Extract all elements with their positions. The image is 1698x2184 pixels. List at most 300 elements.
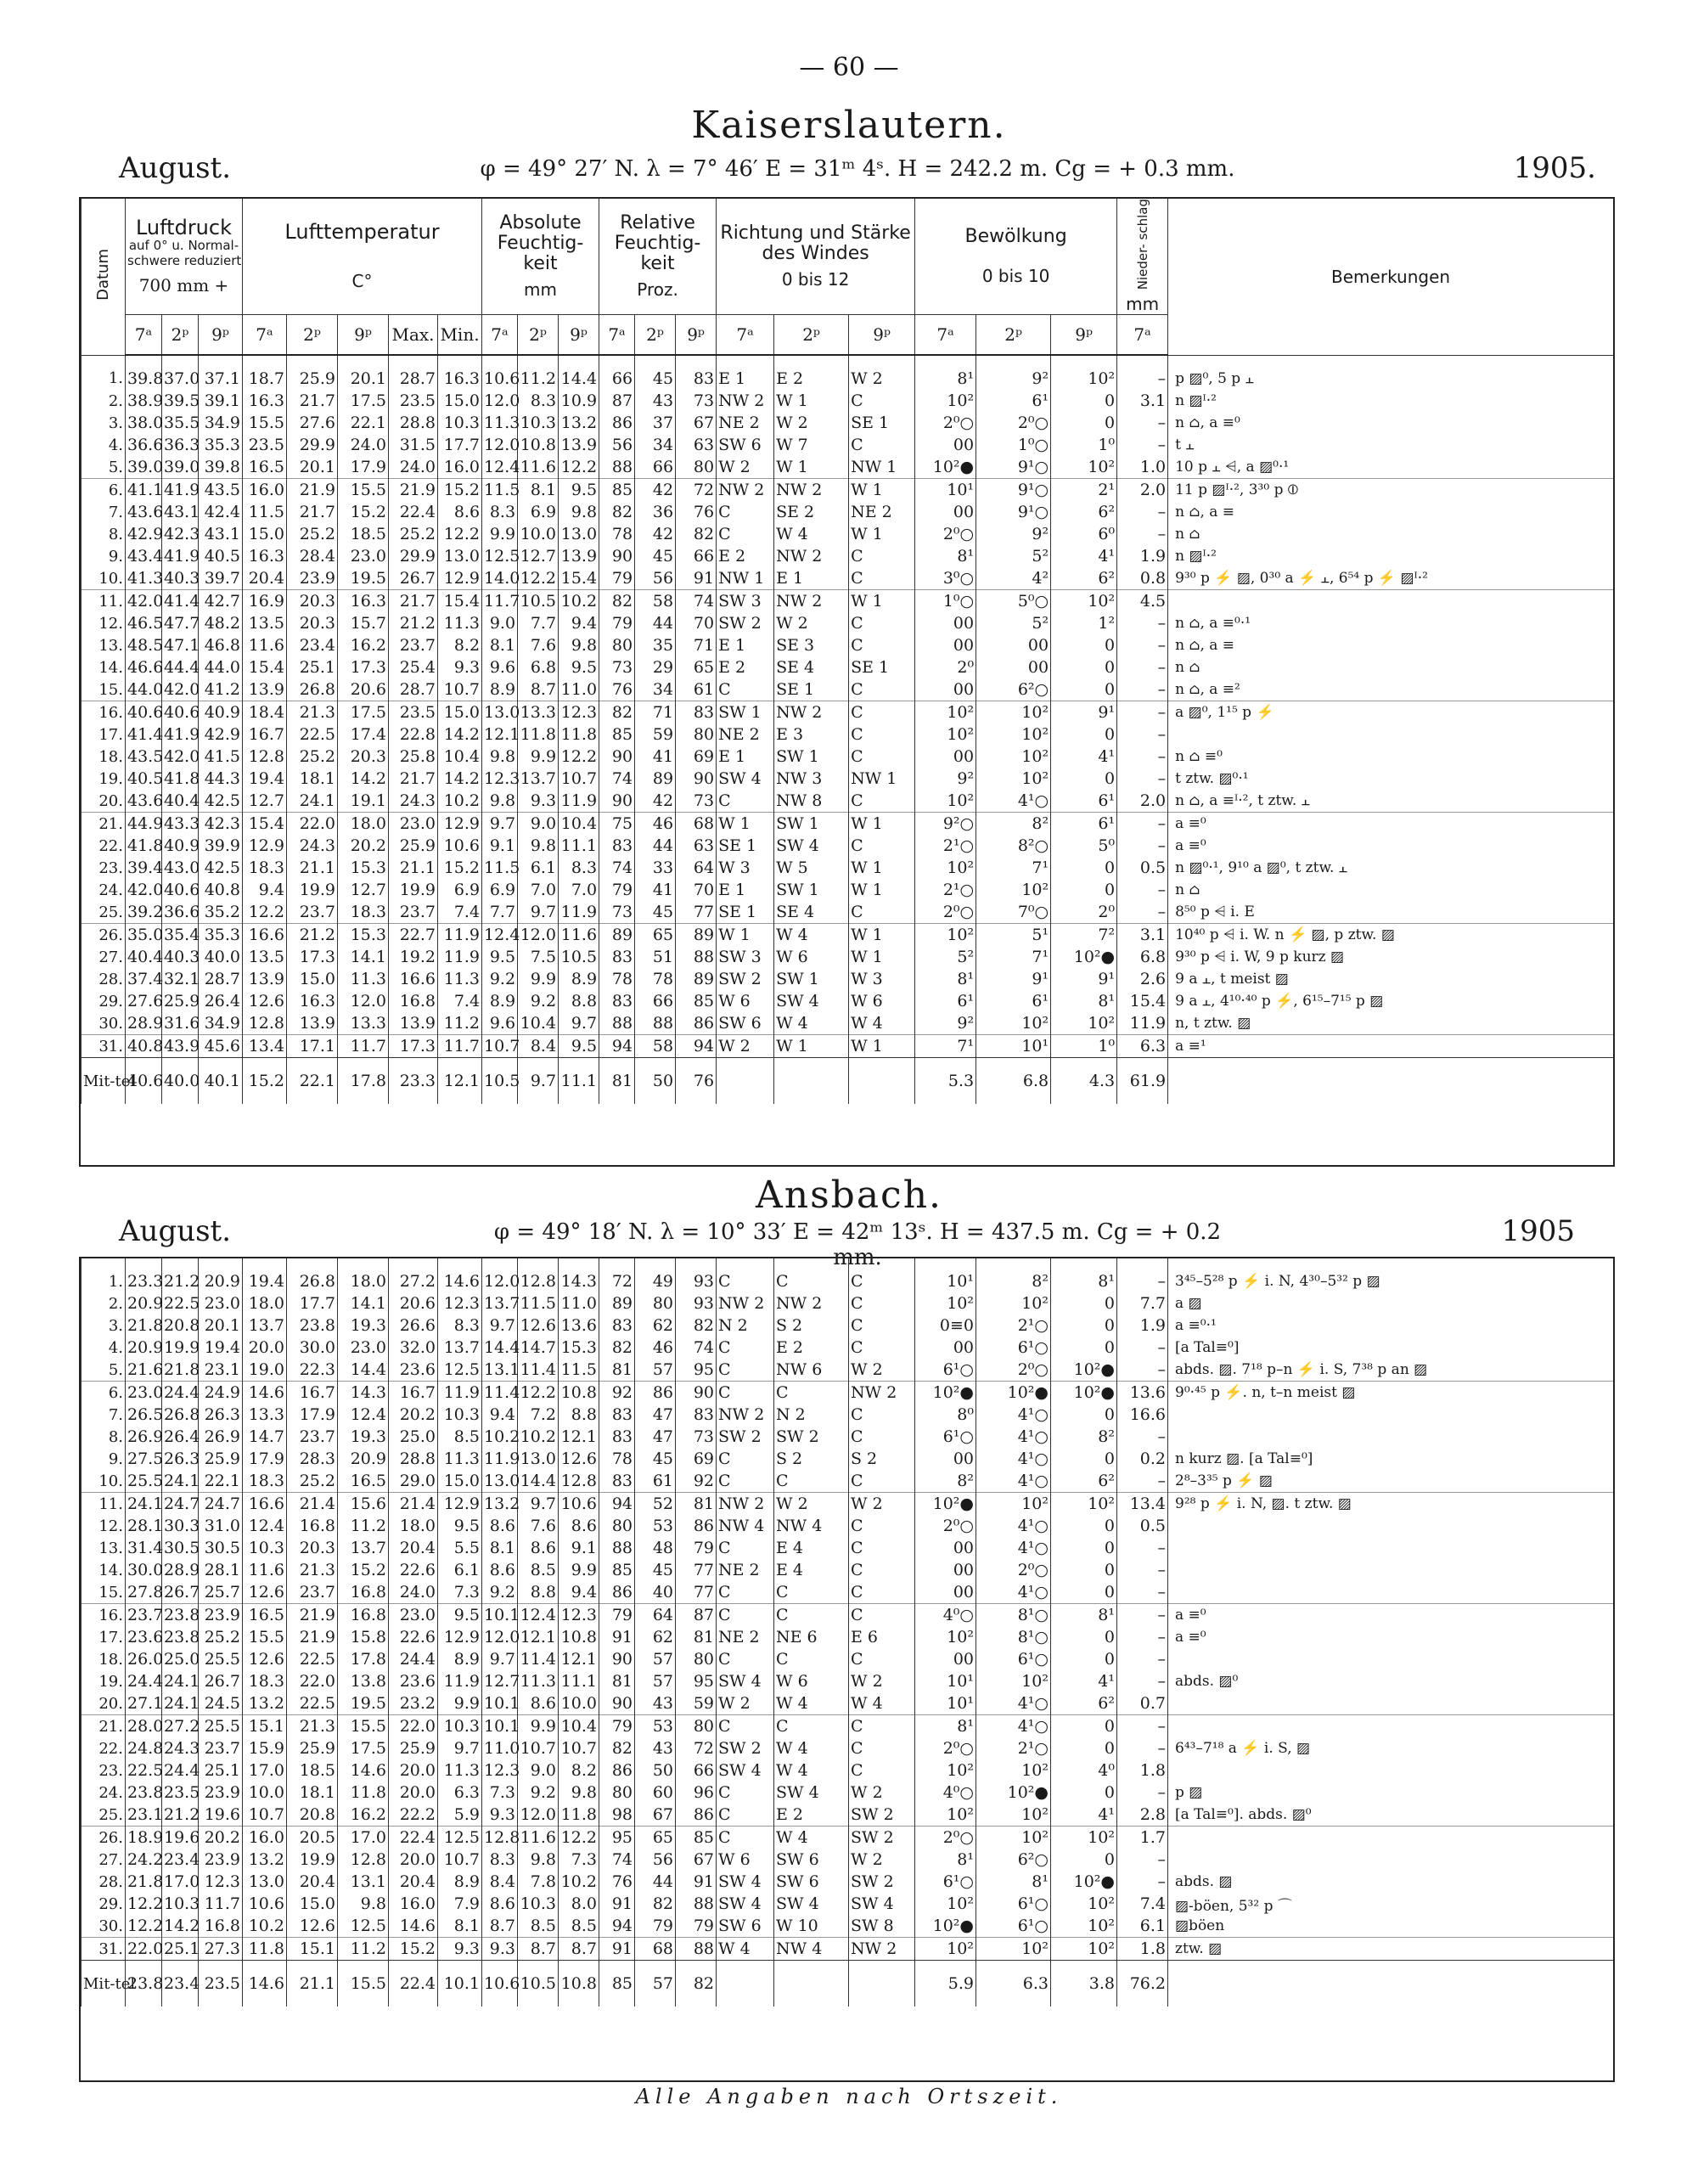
value-cell: 10.1	[482, 1715, 518, 1738]
value-cell: 2⁰○	[915, 1827, 976, 1849]
day-cell: 9.	[82, 1448, 126, 1470]
value-cell: 0	[1051, 1314, 1117, 1337]
value-cell: 21.3	[287, 1559, 338, 1581]
day-cell: 24.	[82, 1782, 126, 1804]
value-cell: 42.4	[199, 501, 243, 523]
value-cell: 14.2	[438, 723, 482, 746]
value-cell: –	[1117, 656, 1168, 678]
value-cell: 15.7	[338, 612, 389, 634]
value-cell: 12.7	[338, 879, 389, 901]
value-cell: 12.2	[518, 1382, 559, 1404]
value-cell: W 1	[849, 879, 915, 901]
value-cell: 65	[635, 1827, 676, 1849]
value-cell: 11.3	[482, 412, 518, 434]
value-cell: 4¹	[1051, 1804, 1117, 1827]
value-cell: 9.6	[482, 656, 518, 678]
value-cell: –	[1117, 1849, 1168, 1871]
value-cell: 15.4	[243, 813, 287, 836]
value-cell: 57	[635, 1670, 676, 1692]
value-cell: 11.9	[1117, 1012, 1168, 1035]
value-cell: SW 4	[717, 1670, 774, 1692]
value-cell: 15.4	[559, 567, 599, 590]
value-cell: 80	[635, 1292, 676, 1314]
value-cell: 15.0	[438, 701, 482, 724]
value-cell: NW 4	[717, 1515, 774, 1537]
col-hdr-7a: 7ᵃ	[243, 315, 287, 356]
value-cell: C	[849, 790, 915, 813]
value-cell: W 5	[774, 857, 849, 879]
value-cell: 12.0	[482, 1626, 518, 1648]
value-cell: 44.9	[126, 813, 162, 836]
table-row	[82, 1915, 1614, 1938]
value-cell: 15.9	[243, 1737, 287, 1759]
value-cell: 13.2	[482, 1493, 518, 1516]
value-cell: SW 6	[717, 434, 774, 456]
value-cell: 0	[1051, 1626, 1117, 1648]
day-cell: 29.	[82, 990, 126, 1012]
value-cell: –	[1117, 1871, 1168, 1893]
value-cell: 6.9	[482, 879, 518, 901]
value-cell: 49	[635, 1258, 676, 1292]
value-cell: 7.4	[438, 901, 482, 924]
value-cell: 12.6	[243, 990, 287, 1012]
value-cell: 11.7	[338, 1035, 389, 1058]
value-cell: 4¹○	[976, 790, 1051, 813]
value-cell: 10²	[976, 1012, 1051, 1035]
value-cell: 14.2	[338, 768, 389, 790]
value-cell: 4⁰○	[915, 1782, 976, 1804]
remark-cell: ▨-böen, 5³² p ⌒	[1168, 1893, 1614, 1915]
col-luftdruck: Luftdruck auf 0° u. Normal- schwere reduziert 700 mm +	[126, 199, 243, 315]
value-cell: 12.2	[438, 523, 482, 545]
value-cell: 45	[635, 545, 676, 567]
value-cell: 24.8	[126, 1737, 162, 1759]
value-cell: E 2	[774, 1804, 849, 1827]
table-row	[82, 501, 1614, 523]
value-cell: 12.1	[438, 1058, 482, 1105]
value-cell: 8¹○	[976, 1604, 1051, 1627]
value-cell: 13.7	[243, 1314, 287, 1337]
value-cell: 28.1	[199, 1559, 243, 1581]
value-cell: 8.7	[518, 1938, 559, 1961]
month-label: August.	[119, 1214, 232, 1248]
value-cell: 36.6	[162, 901, 199, 924]
remark-cell	[1168, 1559, 1614, 1581]
value-cell: 64	[676, 857, 717, 879]
value-cell: C	[717, 790, 774, 813]
value-cell: 43.5	[126, 746, 162, 768]
value-cell: 44.0	[199, 656, 243, 678]
value-cell: 18.7	[243, 355, 287, 390]
value-cell: 76	[676, 1058, 717, 1105]
value-cell: 2⁰	[1051, 901, 1117, 924]
value-cell: 1.0	[1117, 456, 1168, 479]
value-cell: 7¹	[976, 946, 1051, 968]
value-cell: 00	[915, 746, 976, 768]
value-cell: 6.1	[518, 857, 559, 879]
value-cell: 5⁰○	[976, 590, 1051, 613]
value-cell: 8.1	[482, 1537, 518, 1559]
value-cell: 11.9	[438, 924, 482, 947]
value-cell: 11.9	[559, 901, 599, 924]
value-cell: 16.9	[243, 590, 287, 613]
value-cell: 20.4	[389, 1537, 438, 1559]
value-cell: 72	[599, 1258, 635, 1292]
value-cell: 9.9	[518, 746, 559, 768]
remark-cell: a ≡¹	[1168, 1035, 1613, 1058]
value-cell: 6¹○	[915, 1426, 976, 1448]
value-cell: 41.4	[126, 723, 162, 746]
value-cell: 10.1	[482, 1692, 518, 1715]
value-cell: SW 6	[774, 1871, 849, 1893]
value-cell: E 4	[774, 1537, 849, 1559]
value-cell: 9.8	[518, 835, 559, 857]
value-cell: 78	[599, 968, 635, 990]
col-hdr-2p: 2ᵖ	[635, 315, 676, 356]
value-cell: 24.9	[199, 1382, 243, 1404]
value-cell: 11.5	[243, 501, 287, 523]
value-cell: 39.7	[199, 567, 243, 590]
table-row	[82, 901, 1614, 924]
value-cell: 3⁰○	[915, 567, 976, 590]
value-cell: 56	[599, 434, 635, 456]
value-cell: 40.4	[126, 946, 162, 968]
value-cell: 19.3	[338, 1314, 389, 1337]
value-cell: 13.9	[559, 545, 599, 567]
value-cell: 2¹○	[915, 835, 976, 857]
value-cell: 53	[635, 1715, 676, 1738]
table-row	[82, 412, 1614, 434]
station-title-ansbach: Ansbach.	[755, 1174, 943, 1217]
value-cell: 42.9	[199, 723, 243, 746]
day-cell: 16.	[82, 1604, 126, 1627]
value-cell: 10.7	[559, 1737, 599, 1759]
value-cell: 12.2	[559, 456, 599, 479]
value-cell: 82	[599, 501, 635, 523]
value-cell: 41.8	[162, 768, 199, 790]
value-cell: 46.5	[126, 612, 162, 634]
value-cell: 20.0	[389, 1782, 438, 1804]
value-cell: 9²	[976, 523, 1051, 545]
value-cell: SE 4	[774, 901, 849, 924]
value-cell: 43.0	[162, 857, 199, 879]
value-cell: 6¹○	[976, 1893, 1051, 1915]
value-cell: 11.4	[518, 1648, 559, 1670]
value-cell: 11.9	[438, 1670, 482, 1692]
value-cell: 44	[635, 1871, 676, 1893]
value-cell: 43.1	[199, 523, 243, 545]
value-cell: SW 4	[717, 1871, 774, 1893]
value-cell: 92	[676, 1470, 717, 1493]
value-cell: 34.9	[199, 412, 243, 434]
value-cell: 10¹	[976, 1035, 1051, 1058]
value-cell: 91	[599, 1626, 635, 1648]
value-cell: 85	[676, 1827, 717, 1849]
value-cell: 8.7	[482, 1915, 518, 1938]
value-cell: NE 2	[849, 501, 915, 523]
value-cell: 12.8	[243, 1012, 287, 1035]
value-cell: 24.0	[389, 1581, 438, 1604]
value-cell: 90	[599, 1692, 635, 1715]
value-cell: 22.1	[199, 1470, 243, 1493]
table-row	[82, 1314, 1614, 1337]
value-cell: 9.0	[518, 813, 559, 836]
value-cell: 22.1	[287, 1058, 338, 1105]
value-cell: C	[774, 1648, 849, 1670]
value-cell: 4¹	[1051, 746, 1117, 768]
value-cell: 10²	[915, 1292, 976, 1314]
value-cell: 68	[635, 1938, 676, 1961]
value-cell: C	[717, 1581, 774, 1604]
value-cell: 9.8	[338, 1893, 389, 1915]
remark-cell: 3⁴⁵–5²⁸ p ⚡ i. N, 4³⁰–5³² p ▨	[1168, 1258, 1614, 1292]
value-cell: SW 6	[717, 1915, 774, 1938]
value-cell: 75	[599, 813, 635, 836]
value-cell: 1⁰	[1051, 434, 1117, 456]
value-cell: 61.9	[1117, 1058, 1168, 1105]
value-cell: 57	[635, 1961, 676, 2007]
value-cell: 22.0	[389, 1715, 438, 1738]
value-cell: 20.5	[287, 1827, 338, 1849]
value-cell: 29.9	[287, 434, 338, 456]
value-cell: 80	[676, 456, 717, 479]
value-cell: 24.3	[287, 835, 338, 857]
value-cell: 23.5	[199, 1961, 243, 2007]
value-cell: C	[849, 901, 915, 924]
value-cell: 00	[915, 1559, 976, 1581]
table-row	[82, 567, 1614, 590]
value-cell: 40.6	[162, 879, 199, 901]
table-row	[82, 1759, 1614, 1782]
value-cell: 27.3	[199, 1938, 243, 1961]
value-cell: 8.7	[518, 678, 559, 701]
day-cell: 17.	[82, 1626, 126, 1648]
value-cell: 94	[599, 1493, 635, 1516]
value-cell: 21.3	[287, 701, 338, 724]
value-cell: 9.4	[243, 879, 287, 901]
value-cell: 40.8	[199, 879, 243, 901]
value-cell: 22.0	[126, 1938, 162, 1961]
value-cell: 13.1	[338, 1871, 389, 1893]
value-cell: 48.2	[199, 612, 243, 634]
value-cell: 23.6	[389, 1670, 438, 1692]
value-cell: NE 2	[717, 723, 774, 746]
value-cell: 40.9	[162, 835, 199, 857]
value-cell: 9¹○	[976, 456, 1051, 479]
value-cell: 83	[599, 946, 635, 968]
value-cell: 60	[635, 1782, 676, 1804]
value-cell: 44.4	[162, 656, 199, 678]
table-row	[82, 990, 1614, 1012]
value-cell: 24.3	[389, 790, 438, 813]
value-cell: 32.1	[162, 968, 199, 990]
value-cell: 10²●	[1051, 1871, 1117, 1893]
value-cell: 64	[635, 1604, 676, 1627]
value-cell: 19.4	[243, 1258, 287, 1292]
value-cell: 16.0	[389, 1893, 438, 1915]
value-cell: 4¹○	[976, 1581, 1051, 1604]
value-cell: NW 2	[774, 701, 849, 724]
value-cell: 10.9	[559, 390, 599, 412]
remark-cell: a ▨	[1168, 1292, 1614, 1314]
value-cell: 2.0	[1117, 790, 1168, 813]
value-cell: 16.2	[338, 1804, 389, 1827]
remark-cell: abds. ▨⁰	[1168, 1670, 1614, 1692]
value-cell: 0	[1051, 1782, 1117, 1804]
value-cell: –	[1117, 1258, 1168, 1292]
value-cell: 8¹○	[976, 1626, 1051, 1648]
value-cell: C	[849, 1559, 915, 1581]
value-cell: NW 2	[774, 590, 849, 613]
value-cell: 80	[599, 634, 635, 656]
value-cell: 10.7	[559, 768, 599, 790]
value-cell: SW 2	[849, 1871, 915, 1893]
value-cell: NE 6	[774, 1626, 849, 1648]
value-cell: 36.6	[126, 434, 162, 456]
value-cell: 5²	[976, 545, 1051, 567]
value-cell: 21.1	[287, 857, 338, 879]
value-cell: 42.3	[199, 813, 243, 836]
value-cell: 25.2	[389, 523, 438, 545]
value-cell: 1.8	[1117, 1759, 1168, 1782]
table-row	[82, 355, 1614, 390]
remark-cell: 10 p ⫠ ⩤, a ▨⁰·¹	[1168, 456, 1613, 479]
value-cell: 71	[676, 634, 717, 656]
value-cell: 5.5	[438, 1537, 482, 1559]
day-cell: 23.	[82, 857, 126, 879]
value-cell: 34	[635, 434, 676, 456]
mean-row	[82, 1961, 1614, 2007]
value-cell: 10²	[915, 723, 976, 746]
value-cell: 8.2	[559, 1759, 599, 1782]
value-cell: W 2	[849, 1359, 915, 1382]
value-cell: W 6	[717, 1849, 774, 1871]
value-cell: 8¹	[915, 968, 976, 990]
day-cell: 2.	[82, 390, 126, 412]
value-cell: 82	[676, 1961, 717, 2007]
value-cell: 82	[676, 523, 717, 545]
value-cell: 9.3	[482, 1938, 518, 1961]
value-cell: 42.9	[126, 523, 162, 545]
col-hdr-2p: 2ᵖ	[774, 315, 849, 356]
value-cell: 9.2	[482, 968, 518, 990]
value-cell: SW 2	[774, 1426, 849, 1448]
value-cell: 88	[676, 1893, 717, 1915]
value-cell: 20.2	[199, 1827, 243, 1849]
value-cell: 79	[599, 1715, 635, 1738]
value-cell: 8¹	[915, 1849, 976, 1871]
value-cell: SW 2	[849, 1804, 915, 1827]
table-row	[82, 1715, 1614, 1738]
value-cell: 13.1	[482, 1359, 518, 1382]
value-cell: 17.8	[338, 1648, 389, 1670]
value-cell: 28.7	[389, 355, 438, 390]
value-cell: 7.0	[559, 879, 599, 901]
value-cell: 11.2	[438, 1012, 482, 1035]
value-cell: 92	[599, 1382, 635, 1404]
value-cell: NW 2	[717, 479, 774, 502]
remark-cell	[1168, 1692, 1614, 1715]
value-cell: NW 1	[849, 456, 915, 479]
value-cell: 73	[676, 790, 717, 813]
table-row	[82, 434, 1614, 456]
value-cell: 8.6	[482, 1515, 518, 1537]
value-cell: 25.2	[287, 1470, 338, 1493]
value-cell: 10.0	[243, 1782, 287, 1804]
value-cell: 1⁰○	[915, 590, 976, 613]
value-cell: 12.4	[243, 1515, 287, 1537]
value-cell: 83	[599, 835, 635, 857]
table-row	[82, 1581, 1614, 1604]
value-cell: 10.3	[162, 1893, 199, 1915]
value-cell: C	[717, 1804, 774, 1827]
value-cell: W 1	[849, 924, 915, 947]
value-cell: 86	[676, 1012, 717, 1035]
value-cell: 21.8	[162, 1359, 199, 1382]
value-cell: 94	[676, 1035, 717, 1058]
value-cell: 8.3	[518, 390, 559, 412]
value-cell: 21.8	[126, 1314, 162, 1337]
value-cell: 42.0	[126, 590, 162, 613]
value-cell: 8¹	[1051, 1258, 1117, 1292]
value-cell: 0	[1051, 412, 1117, 434]
value-cell: NE 2	[717, 1559, 774, 1581]
value-cell: 23.7	[287, 1426, 338, 1448]
value-cell: 32.0	[389, 1337, 438, 1359]
value-cell: 7.3	[482, 1782, 518, 1804]
remark-cell: 9³⁰ p ⩤ i. W, 9 p kurz ▨	[1168, 946, 1613, 968]
value-cell: 39.8	[126, 355, 162, 390]
table-row	[82, 879, 1614, 901]
value-cell: E 1	[774, 567, 849, 590]
value-cell: 9.3	[438, 1938, 482, 1961]
value-cell: 17.1	[287, 1035, 338, 1058]
value-cell: 11.1	[559, 1670, 599, 1692]
value-cell: 6¹○	[976, 1648, 1051, 1670]
value-cell: C	[849, 434, 915, 456]
value-cell: C	[717, 501, 774, 523]
value-cell: 15.1	[243, 1715, 287, 1738]
remark-cell: 11 p ▨ᴵ·², 3³⁰ p ⦶	[1168, 479, 1613, 502]
value-cell: 6¹○	[976, 1915, 1051, 1938]
value-cell: 12.2	[243, 901, 287, 924]
value-cell: C	[849, 1337, 915, 1359]
value-cell: 2⁰○	[915, 901, 976, 924]
value-cell: 40.8	[126, 1035, 162, 1058]
value-cell: 8.4	[482, 1871, 518, 1893]
value-cell: 25.2	[287, 523, 338, 545]
value-cell: 26.8	[162, 1404, 199, 1426]
value-cell: 15.4	[243, 656, 287, 678]
value-cell: 10²●	[1051, 946, 1117, 968]
value-cell: 6.8	[976, 1058, 1051, 1105]
value-cell: NW 3	[774, 768, 849, 790]
value-cell: E 1	[717, 746, 774, 768]
value-cell: 31.6	[162, 1012, 199, 1035]
value-cell: 42.0	[162, 746, 199, 768]
value-cell: 9²	[915, 1012, 976, 1035]
value-cell: 10.0	[559, 1692, 599, 1715]
value-cell: 8¹	[915, 1715, 976, 1738]
value-cell: 6²○	[976, 678, 1051, 701]
value-cell: 0.5	[1117, 1515, 1168, 1537]
value-cell: 20.8	[162, 1314, 199, 1337]
value-cell: 24.1	[126, 1493, 162, 1516]
remark-cell	[1168, 590, 1613, 613]
value-cell: 10.3	[243, 1537, 287, 1559]
day-cell: 15.	[82, 1581, 126, 1604]
value-cell: 12.4	[338, 1404, 389, 1426]
